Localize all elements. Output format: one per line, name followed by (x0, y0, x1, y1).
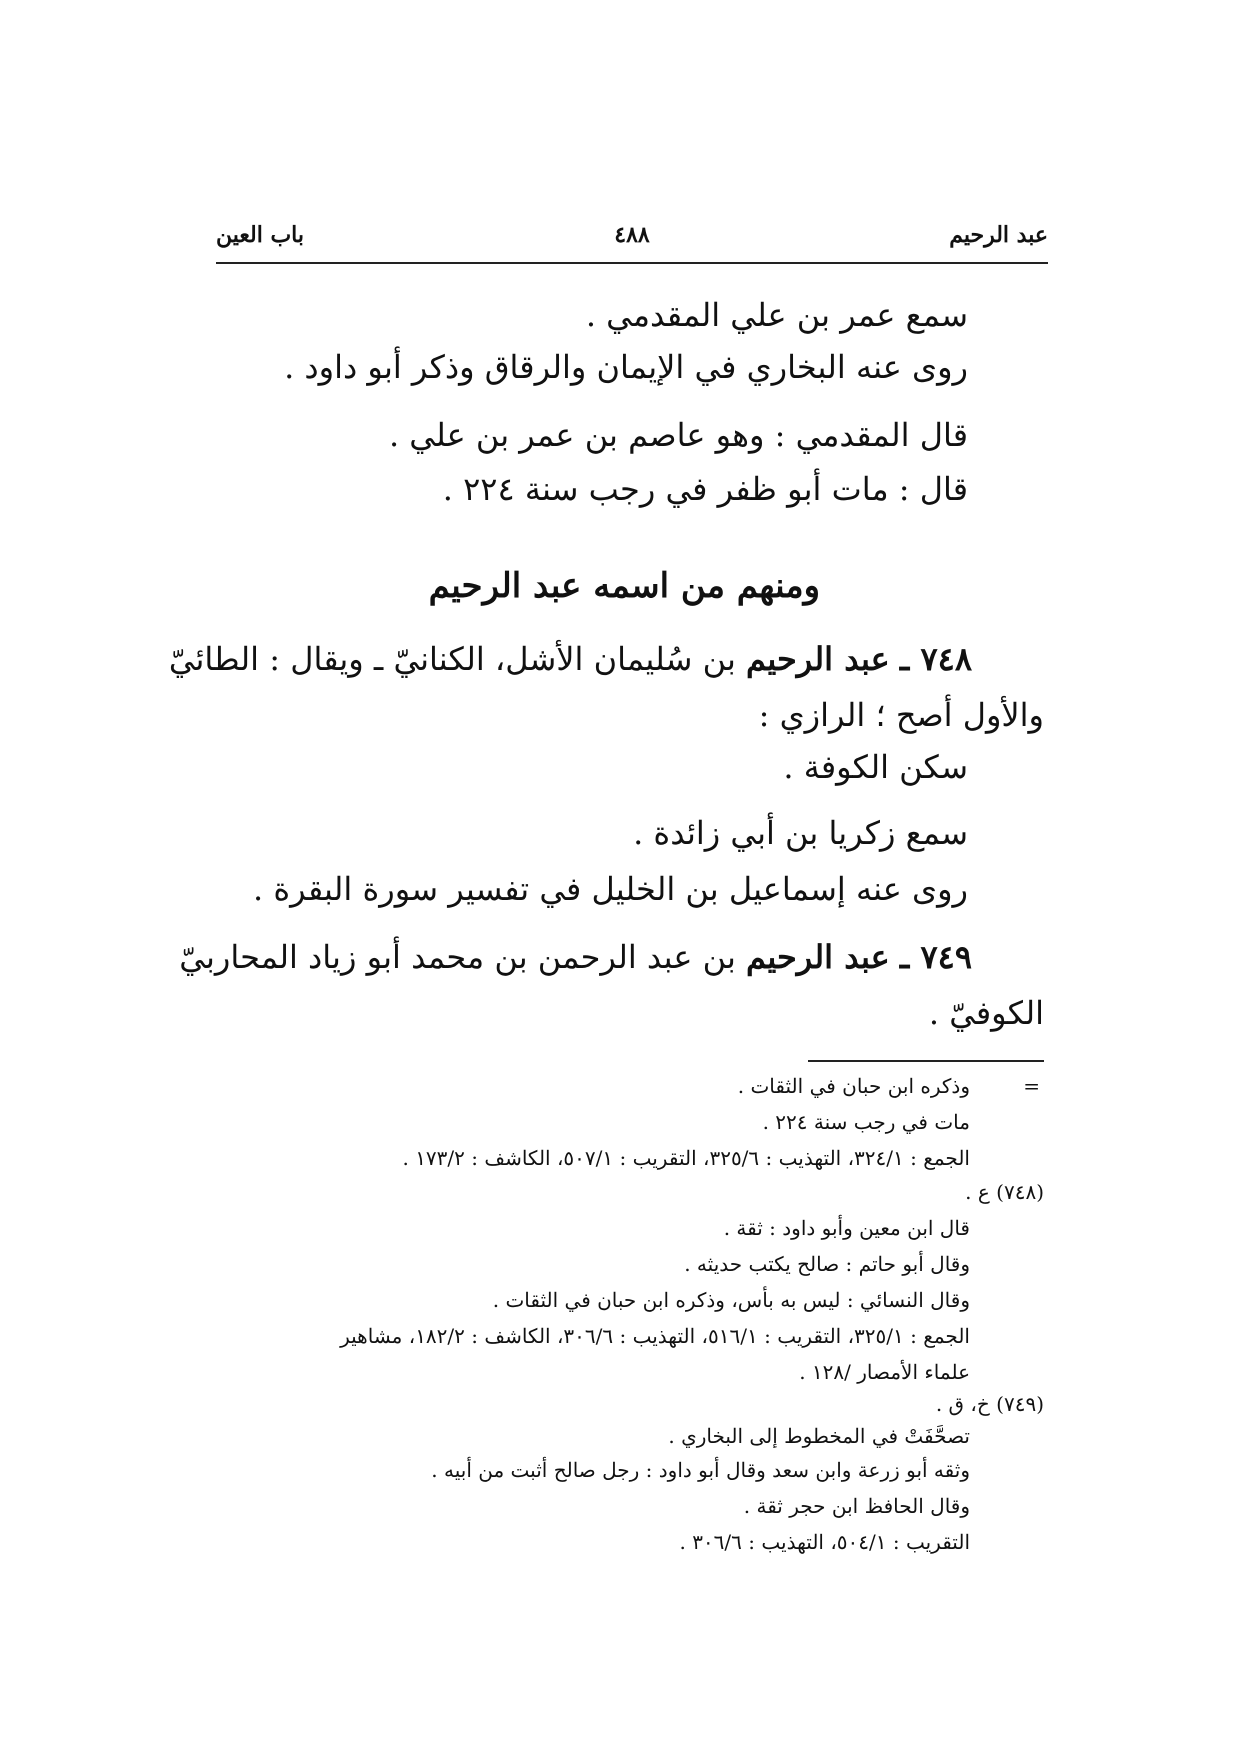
body-line: سمع زكريا بن أبي زائدة . (633, 814, 968, 852)
entry-749-name: عبد الرحيم (746, 938, 890, 976)
section-title: ومنهم من اسمه عبد الرحيم (428, 566, 820, 606)
footnote-line: قال ابن معين وأبو داود : ثقة . (723, 1216, 970, 1240)
body-line: قال المقدمي : وهو عاصم بن عمر بن علي . (388, 416, 968, 454)
footnote-marker-748: (٧٤٨) ع . (965, 1180, 1044, 1204)
body-line: روى عنه البخاري في الإيمان والرقاق وذكر أبو داود . (284, 348, 968, 386)
header-chapter-title: عبد الرحيم (949, 222, 1048, 248)
footnote-line: وثقه أبو زرعة وابن سعد وقال أبو داود : رجل صالح أثبت من أبيه . (431, 1458, 970, 1482)
footnote-line: التقريب : ٥٠٤/١، التهذيب : ٣٠٦/٦ . (679, 1530, 970, 1554)
footnote-line: علماء الأمصار /١٢٨ . (799, 1360, 970, 1384)
footnote-line: وقال أبو حاتم : صالح يكتب حديثه . (684, 1252, 970, 1276)
entry-748-continuation: والأول أصح ؛ الرازي : (758, 696, 1044, 734)
footnote-line: الجمع : ٣٢٤/١، التهذيب : ٣٢٥/٦، التقريب : ٥٠٧/١، الكاشف : ١٧٣/٢ . (402, 1146, 970, 1170)
body-line: سكن الكوفة . (783, 748, 968, 786)
footnote-line: الجمع : ٣٢٥/١، التقريب : ٥١٦/١، التهذيب : ٣٠٦/٦، الكاشف : ١٨٢/٢، مشاهير (340, 1324, 970, 1348)
entry-748-name: عبد الرحيم (746, 640, 890, 678)
entry-749-number: ٧٤٩ ـ (899, 938, 972, 976)
footnote-line: وقال الحافظ ابن حجر ثقة . (743, 1494, 970, 1518)
footnote-line: وقال النسائي : ليس به بأس، وذكره ابن حبان في الثقات . (492, 1288, 970, 1312)
entry-749-line (179, 938, 972, 976)
entry-748-text: بن سُليمان الأشل، الكنانيّ ـ ويقال : الطائيّ (168, 640, 736, 678)
running-header (216, 222, 1048, 264)
body-line: سمع عمر بن علي المقدمي . (585, 296, 968, 334)
body-line: قال : مات أبو ظفر في رجب سنة ٢٢٤ . (442, 470, 968, 508)
footnote-line: مات في رجب سنة ٢٢٤ . (762, 1110, 970, 1134)
body-line: روى عنه إسماعيل بن الخليل في تفسير سورة البقرة . (253, 870, 968, 908)
footnote-continuation-mark: = (1023, 1074, 1040, 1098)
footnote-separator (808, 1060, 1044, 1062)
footnote-line: تصحَّفَتْ في المخطوط إلى البخاري . (668, 1424, 970, 1448)
entry-749-continuation: الكوفيّ . (928, 994, 1044, 1032)
footnote-marker-749: (٧٤٩) خ، ق . (935, 1392, 1044, 1416)
entry-749-text: بن عبد الرحمن بن محمد أبو زياد المحاربيّ (179, 938, 736, 976)
header-section-title: باب العين (216, 222, 305, 248)
entry-748-number: ٧٤٨ ـ (899, 640, 972, 678)
footnote-line: وذكره ابن حبان في الثقات . (737, 1074, 970, 1098)
entry-748-line (169, 640, 972, 678)
page-number: ٤٨٨ (614, 222, 650, 248)
